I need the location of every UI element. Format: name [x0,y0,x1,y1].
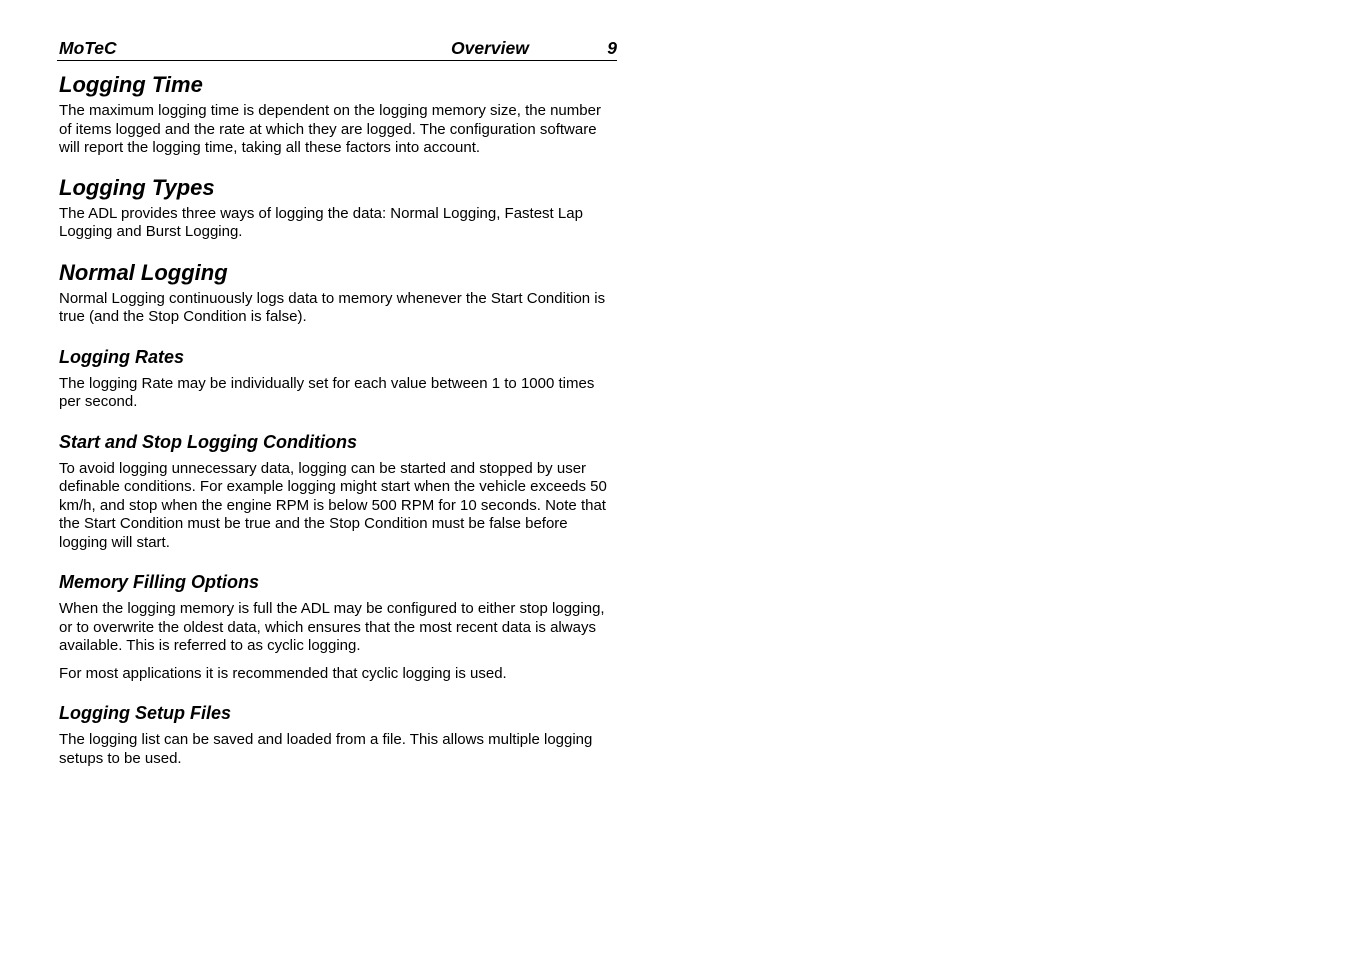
paragraph-logging-rates: The logging Rate may be individually set for each value between 1 to 1000 times per second. [59,374,595,410]
paragraph-logging-types: The ADL provides three ways of logging the data: Normal Logging, Fastest Lap Logging and Burst Logging. [59,204,583,240]
paragraph-start-stop-conditions: To avoid logging unnecessary data, logging can be started and stopped by user definable conditions. For example logging might start when the vehicle exceeds 50 km/h, and stop when the engine RPM is below 500 RPM for 10 seconds. Note that the Start Condition must be true and the Stop Condition must be false before logging will start. [59,459,607,551]
heading-memory-filling: Memory Filling Options [59,572,260,592]
heading-logging-types: Logging Types [59,174,215,200]
header-brand: MoTeC [59,38,117,58]
header-page-number: 9 [607,38,617,58]
heading-start-stop-conditions: Start and Stop Logging Conditions [59,431,357,452]
document-page [57,36,617,768]
paragraph-normal-logging: Normal Logging continuously logs data to memory whenever the Start Condition is true (and the Stop Condition is false). [59,289,606,325]
running-header [57,36,617,61]
heading-normal-logging: Normal Logging [59,259,228,285]
header-section-title: Overview [451,38,529,58]
heading-logging-setup-files: Logging Setup Files [59,703,231,723]
heading-logging-time: Logging Time [59,72,203,97]
paragraph-logging-time: The maximum logging time is dependent on the logging memory size, the number of items logged and the rate at which they are logged. The configuration software will report the logging time, taking all these factors into account. [59,102,601,156]
paragraph-logging-setup-files: The logging list can be saved and loaded from a file. This allows multiple logging setups to be used. [59,731,593,767]
heading-logging-rates: Logging Rates [59,346,184,367]
paragraph-memory-filling-1: When the logging memory is full the ADL may be configured to either stop logging, or to overwrite the oldest data, which ensures that the most recent data is always available. This is referred to as cyclic logging. [59,600,605,654]
paragraph-memory-filling-2: For most applications it is recommended that cyclic logging is used. [59,664,507,682]
